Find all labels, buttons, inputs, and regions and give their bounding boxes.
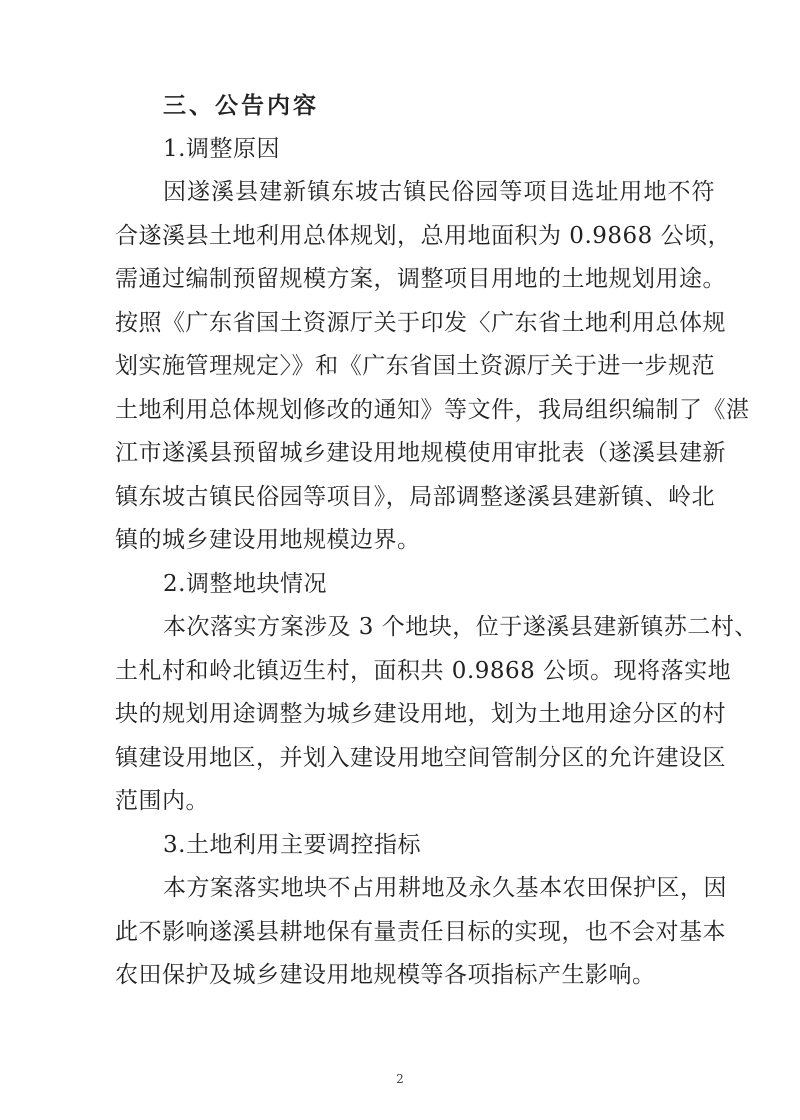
paragraph-line: 合遂溪县土地利用总体规划，总用地面积为 0.9868 公顷， (115, 222, 732, 249)
paragraph-line: 此不影响遂溪县耕地保有量责任目标的实现，也不会对基本 (115, 918, 726, 945)
subsection-title-parcel-situation: 2.调整地块情况 (163, 570, 327, 597)
paragraph-line: 镇的城乡建设用地规模边界。 (115, 527, 421, 553)
paragraph-line: 按照《广东省国土资源厅关于印发〈广东省土地利用总体规 (115, 309, 726, 336)
subsection-title-adjustment-reason: 1.调整原因 (163, 135, 280, 162)
subsection-title-control-indicators: 3.土地利用主要调控指标 (163, 831, 421, 858)
paragraph-line: 块的规划用途调整为城乡建设用地，划为土地用途分区的村 (115, 701, 726, 727)
paragraph-line: 农田保护及城乡建设用地规模等各项指标产生影响。 (115, 962, 656, 988)
paragraph-line: 土地利用总体规划修改的通知》等文件，我局组织编制了《湛 (115, 396, 750, 423)
page-number: 2 (396, 1072, 404, 1086)
paragraph-line: 镇东坡古镇民俗园等项目》，局部调整遂溪县建新镇、岭北 (115, 483, 715, 510)
paragraph-line: 江市遂溪县预留城乡建设用地规模使用审批表（遂溪县建新 (115, 440, 726, 466)
paragraph-line: 本次落实方案涉及 3 个地块，位于遂溪县建新镇苏二村、 (163, 614, 758, 640)
document-body (115, 84, 758, 998)
paragraph-line: 土札村和岭北镇迈生村，面积共 0.9868 公顷。现将落实地 (115, 657, 732, 684)
paragraph-line: 因遂溪县建新镇东坡古镇民俗园等项目选址用地不符 (163, 179, 715, 205)
paragraph-line: 需通过编制预留规模方案，调整项目用地的土地规划用途。 (115, 266, 726, 292)
paragraph-line: 镇建设用地区，并划入建设用地空间管制分区的允许建设区 (115, 744, 726, 771)
paragraph-line: 本方案落实地块不占用耕地及永久基本农田保护区，因 (163, 875, 727, 901)
paragraph-line: 范围内。 (115, 788, 209, 814)
section-heading: 三、公告内容 (163, 92, 319, 119)
paragraph-line: 划实施管理规定〉》和《广东省国土资源厅关于进一步规范 (115, 353, 715, 379)
